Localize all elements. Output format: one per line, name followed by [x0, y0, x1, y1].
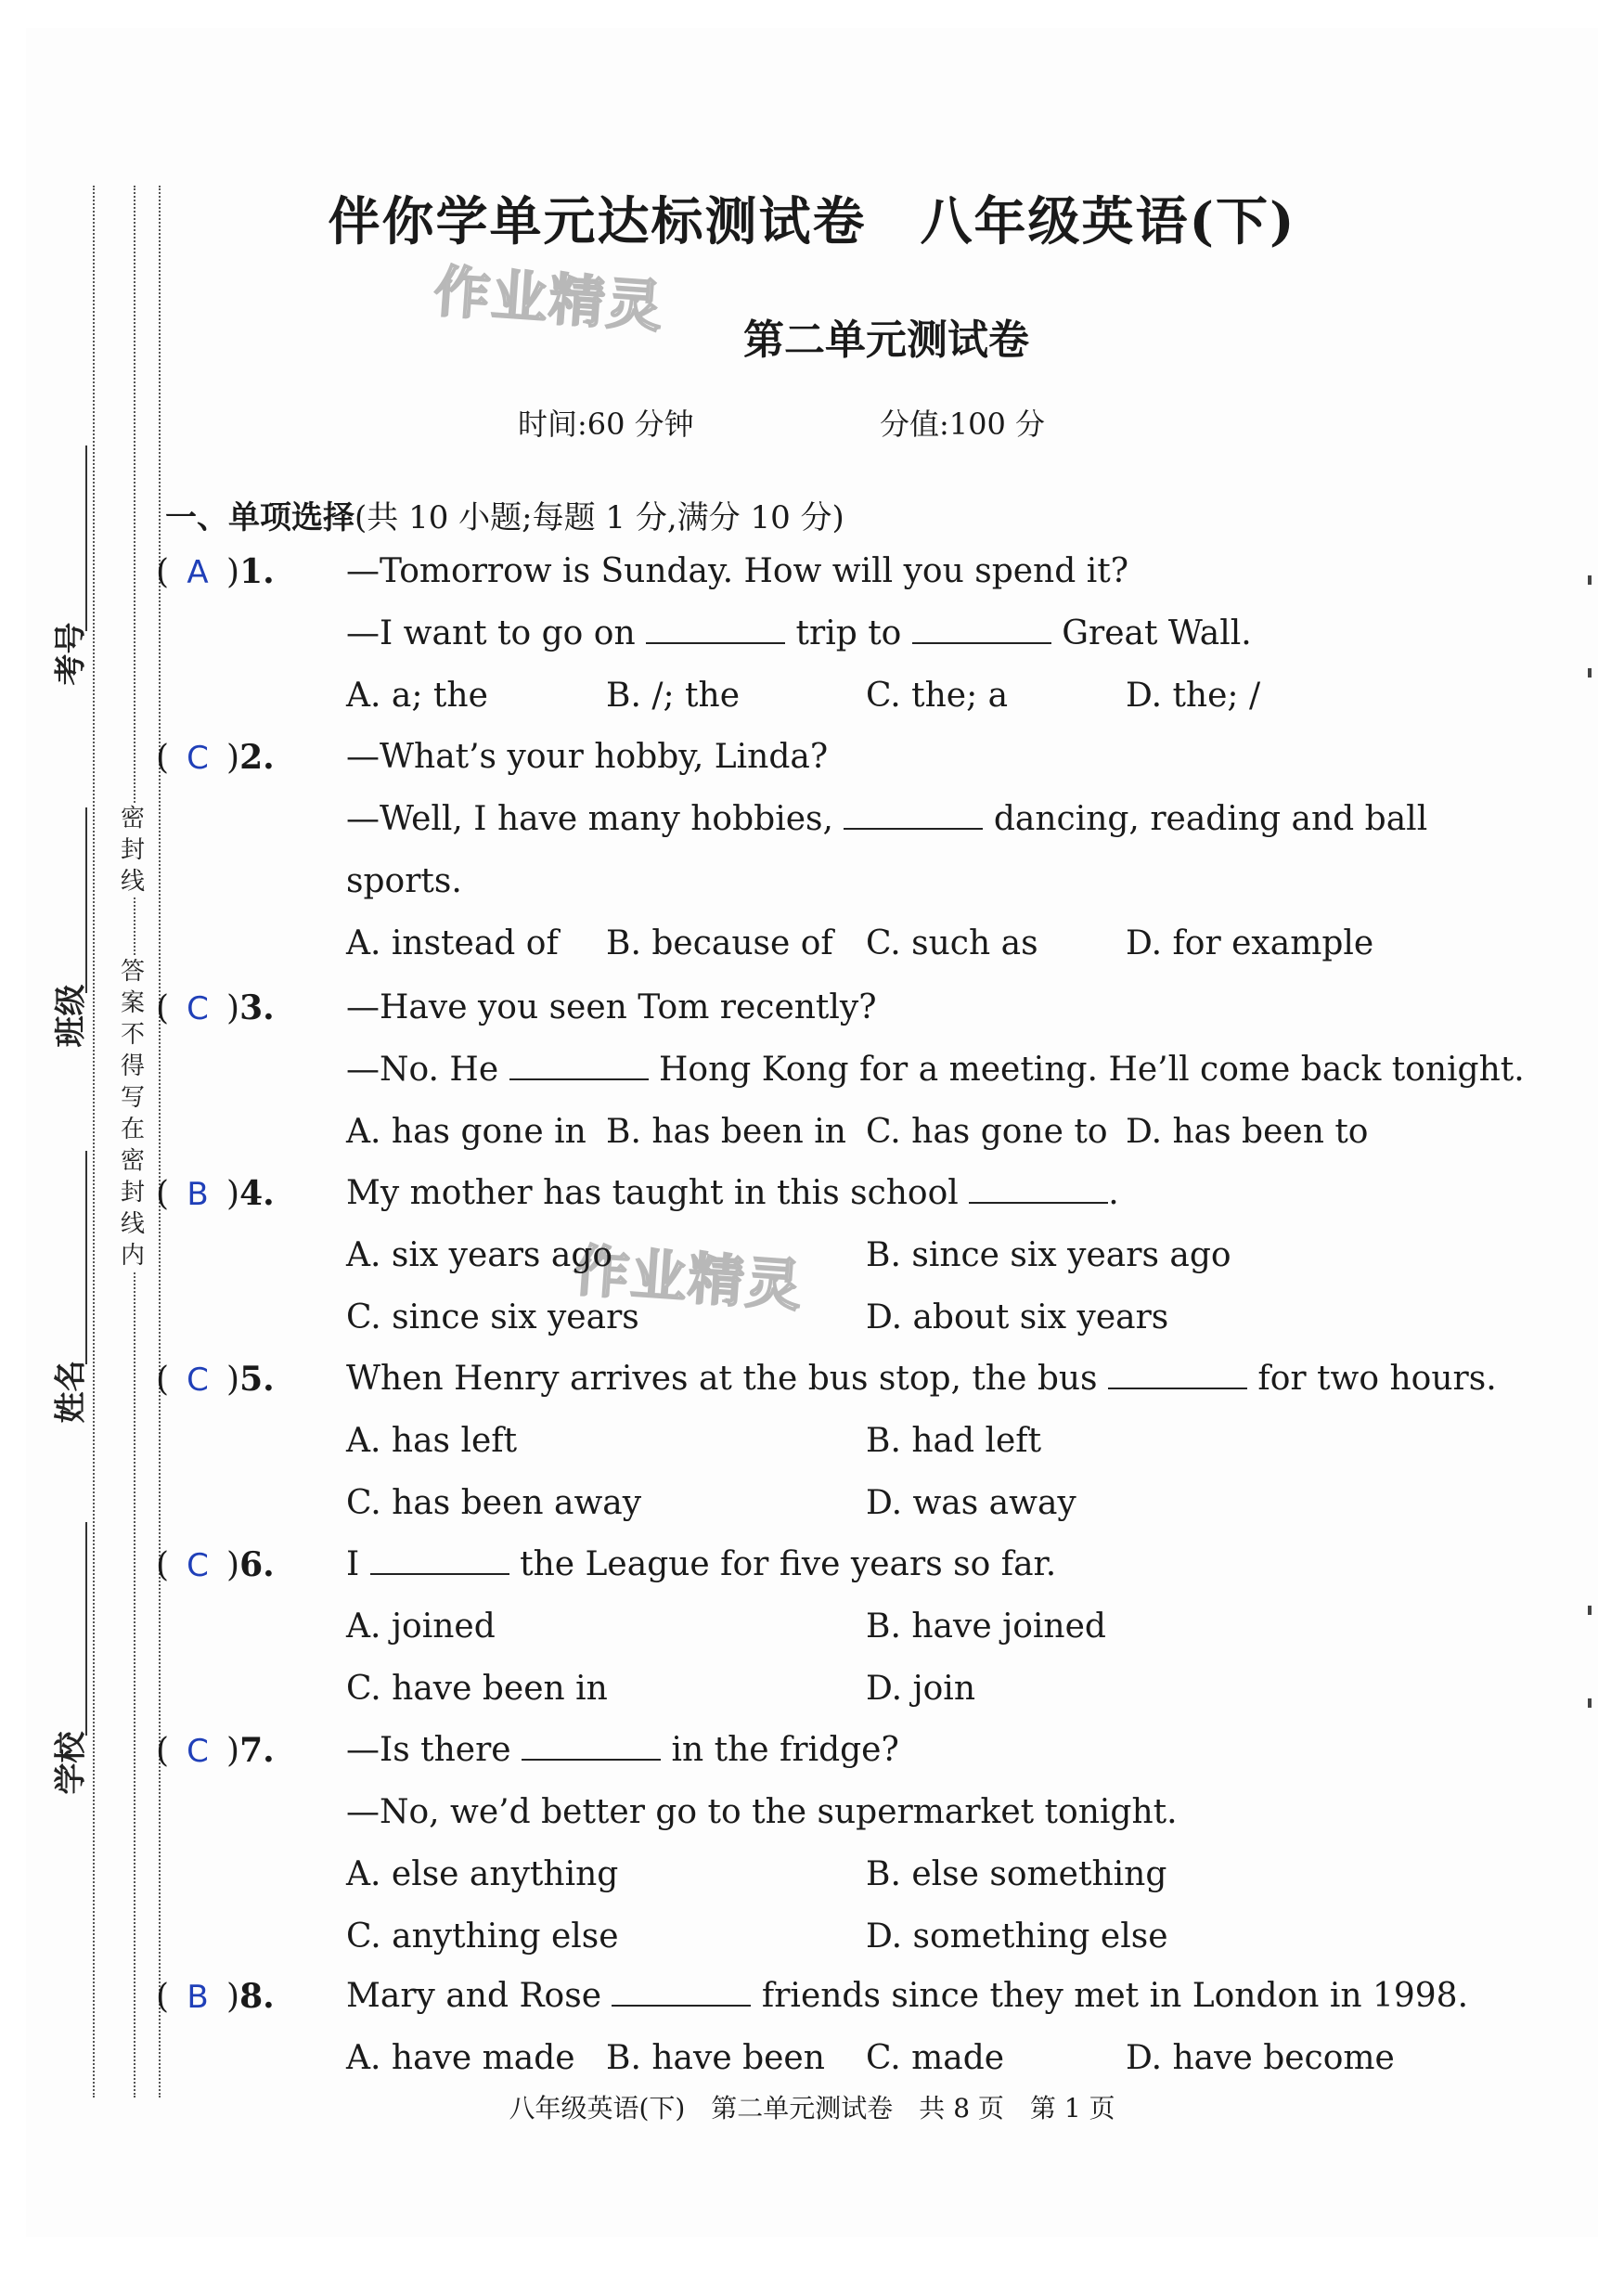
answer-bracket[interactable]: ( B )4. [156, 1174, 275, 1213]
option-a: A. six years ago [346, 1236, 613, 1274]
option-a: A. have made [346, 2039, 575, 2077]
answer-blank [969, 1174, 1108, 1204]
fill-line [85, 1522, 87, 1736]
question-text: —Well, I have many hobbies, dancing, reading and ball [346, 800, 1428, 838]
question-number: 2. [239, 738, 275, 777]
question-number: 7. [239, 1731, 275, 1770]
seal-line-right [159, 186, 161, 2098]
option-d: D. something else [866, 1917, 1168, 1956]
scan-mark [1588, 668, 1592, 678]
answer-letter: C [187, 1547, 209, 1584]
question-text: —Is there in the fridge? [346, 1731, 899, 1769]
answer-bracket[interactable]: ( C )5. [156, 1360, 275, 1399]
option-c: C. such as [866, 924, 1038, 962]
option-d: D. join [866, 1670, 976, 1708]
seal-label: 密 封 线 [117, 803, 148, 897]
answer-bracket[interactable]: ( C )3. [156, 988, 275, 1027]
page-subtitle: 第二单元测试卷 [743, 316, 1029, 364]
option-c: C. made [866, 2039, 1005, 2077]
answer-letter: A [187, 554, 209, 591]
answer-blank [1108, 1360, 1247, 1389]
option-c: C. since six years [346, 1298, 639, 1336]
question-number: 5. [239, 1360, 275, 1399]
answer-blank [612, 1977, 751, 2007]
option-c: C. have been in [346, 1670, 608, 1708]
option-b: B. have joined [866, 1607, 1106, 1646]
option-d: D. for example [1126, 924, 1374, 962]
answer-bracket[interactable]: ( B )8. [156, 1977, 275, 2016]
scan-mark [1588, 575, 1592, 585]
field-label: 学校 [52, 1731, 90, 1795]
exam-time: 时间:60 分钟 [518, 407, 694, 442]
exam-page [26, 28, 1598, 2237]
option-d: D. about six years [866, 1298, 1169, 1336]
option-b: B. /; the [606, 677, 740, 715]
answer-blank [912, 614, 1051, 644]
option-c: C. has been away [346, 1484, 642, 1522]
option-d: D. have become [1126, 2039, 1395, 2077]
question-text: —No, we’d better go to the supermarket tonight. [346, 1793, 1178, 1831]
answer-letter: B [187, 1979, 209, 2016]
answer-letter: C [187, 740, 209, 777]
answer-blank [522, 1731, 661, 1761]
answer-bracket[interactable]: ( C )2. [156, 738, 275, 777]
question-text: sports. [346, 862, 462, 900]
option-b: B. has been in [606, 1113, 846, 1151]
scan-mark [1588, 1698, 1592, 1708]
answer-bracket[interactable]: ( C )7. [156, 1731, 275, 1770]
watermark: 作业精灵 [432, 259, 666, 341]
question-text: —Have you seen Tom recently? [346, 988, 877, 1026]
option-c: C. has gone to [866, 1113, 1108, 1151]
question-text: —What’s your hobby, Linda? [346, 738, 829, 776]
question-number: 4. [239, 1174, 275, 1213]
option-a: A. instead of [346, 924, 559, 962]
option-d: D. has been to [1126, 1113, 1369, 1151]
scan-mark [1588, 1606, 1592, 1615]
answer-letter: B [187, 1176, 209, 1213]
page-title: 伴你学单元达标测试卷 八年级英语(下) [328, 191, 1296, 252]
option-c: C. anything else [346, 1917, 619, 1956]
answer-blank [370, 1545, 509, 1575]
fill-line [85, 807, 87, 993]
question-text: When Henry arrives at the bus stop, the bus for two hours. [346, 1360, 1497, 1398]
option-a: A. a; the [346, 677, 488, 715]
option-a: A. joined [346, 1607, 496, 1646]
option-a: A. else anything [346, 1855, 619, 1893]
question-number: 8. [239, 1977, 275, 2016]
option-d: D. was away [866, 1484, 1076, 1522]
field-label: 考号 [52, 622, 90, 686]
section-note: (共 10 小题;每题 1 分,满分 10 分) [354, 499, 844, 536]
cut-line [93, 186, 95, 2098]
answer-blank [509, 1051, 649, 1080]
answer-letter: C [187, 1733, 209, 1770]
seal-warning: 答 案 不 得 写 在 密 封 线 内 [117, 956, 148, 1272]
option-a: A. has left [346, 1422, 518, 1460]
question-text: My mother has taught in this school . [346, 1174, 1119, 1212]
question-number: 1. [239, 552, 275, 591]
option-c: C. the; a [866, 677, 1009, 715]
exam-score: 分值:100 分 [880, 407, 1046, 442]
option-a: A. has gone in [346, 1113, 586, 1151]
question-text: —I want to go on trip to Great Wall. [346, 614, 1252, 652]
field-label: 姓名 [52, 1360, 90, 1424]
question-text: —Tomorrow is Sunday. How will you spend it? [346, 552, 1129, 590]
section-heading [165, 492, 844, 537]
fill-line [85, 445, 87, 631]
page-footer: 八年级英语(下) 第二单元测试卷 共 8 页 第 1 页 [509, 2093, 1115, 2124]
question-number: 6. [239, 1545, 275, 1584]
watermark: 作业精灵 [571, 1238, 806, 1320]
answer-letter: C [187, 990, 209, 1027]
fill-line [85, 1151, 87, 1364]
answer-letter: C [187, 1362, 209, 1399]
option-b: B. had left [866, 1422, 1042, 1460]
question-text: —No. He Hong Kong for a meeting. He’ll come back tonight. [346, 1051, 1525, 1089]
answer-blank [844, 800, 983, 830]
field-label: 班级 [52, 984, 90, 1048]
option-b: B. have been [606, 2039, 825, 2077]
answer-bracket[interactable]: ( C )6. [156, 1545, 275, 1584]
option-b: B. since six years ago [866, 1236, 1231, 1274]
answer-blank [646, 614, 785, 644]
answer-bracket[interactable]: ( A )1. [156, 552, 275, 591]
option-b: B. else something [866, 1855, 1167, 1893]
option-b: B. because of [606, 924, 833, 962]
question-number: 3. [239, 988, 275, 1027]
section-title: 一、单项选择 [165, 499, 354, 536]
question-text: Mary and Rose friends since they met in London in 1998. [346, 1977, 1469, 2015]
question-text: I the League for five years so far. [346, 1545, 1057, 1583]
option-d: D. the; / [1126, 677, 1261, 715]
